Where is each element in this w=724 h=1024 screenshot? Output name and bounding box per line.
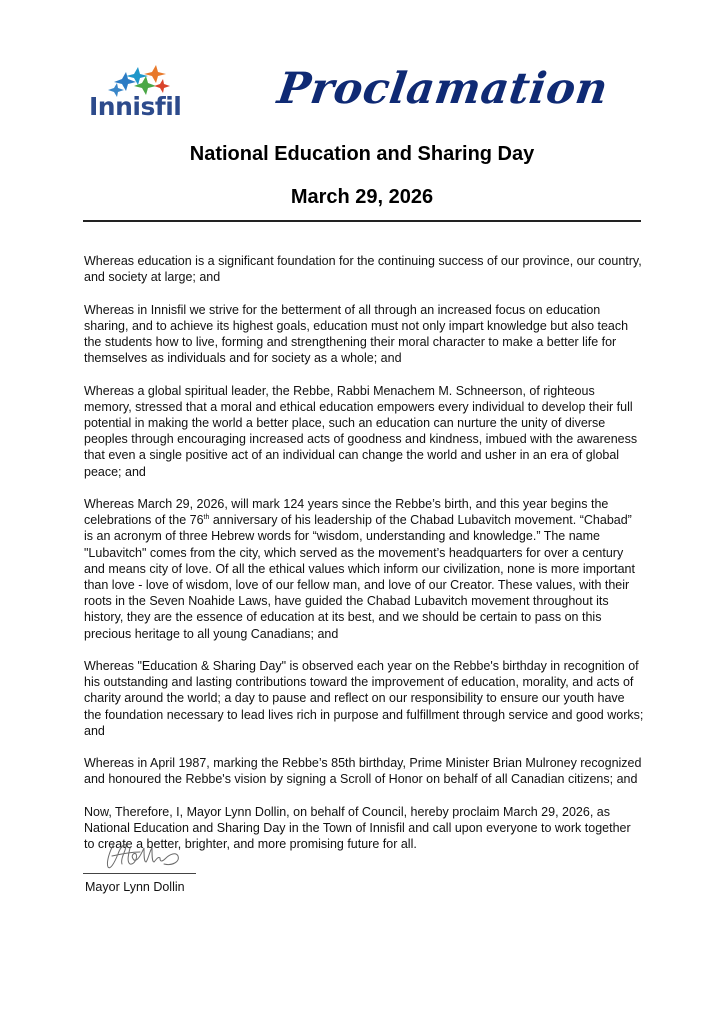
whereas-paragraph-1: Whereas education is a significant foundation for the continuing success of our province, our country, and society at large; and [84, 254, 642, 285]
whereas-paragraph-2: Whereas in Innisfil we strive for the betterment of all through an increased focus on education sharing, and to achieve its highest goals, education must not only impart knowledge but also teach the students how to live, forming and strengthening their moral character to make a better life for themselves as individuals and for society as a whole; and [84, 302, 629, 366]
paragraph-text: anniversary of his leadership of the Chabad Lubavitch movement. “Chabad” is an acronym of three Hebrew words for “wisdom, understanding and knowledge.” The name "Lubavitch" comes from the city, which served as the movement’s headquarters for over a century and means city of love. Of all the ethical values which inform our civilization, none is more important than love - love of wisdom, love of our fellow man, and love of our Creator. These values, with their roots in the Seven Noahide Laws, have guided the Chabad Lubavitch movement throughout its history, they are the essence of education at its best, and we should be certain to pass on this precious heritage to all young Canadians; and [84, 513, 635, 641]
handwritten-signature-icon [100, 840, 182, 872]
paragraph-text: Whereas March 29, 2026, will mark 124 years since the Rebbe’s birth, and this year begins the celebrations of the 76 [84, 497, 609, 528]
whereas-paragraph-3: Whereas a global spiritual leader, the Rebbe, Rabbi Menachem M. Schneerson, of righteous memory, stressed that a moral and ethical education empowers every individual to develop their full potential in making the world a better place, such an education can nurture the unity of diverse peoples through encouraging increased acts of goodness and kindness, imbued with the awareness that even a single positive act of an individual can change the world and usher in an era of global peace; and [84, 383, 638, 479]
whereas-paragraph-4 [84, 496, 644, 642]
proclamation-date: March 29, 2026 [290, 186, 434, 208]
proclamation-heading: National Education and Sharing Day [189, 143, 535, 165]
signatory-name: Mayor Lynn Dollin [85, 880, 185, 894]
proclamation-title: Proclamation [274, 64, 612, 114]
whereas-paragraph-5: Whereas "Education & Sharing Day" is observed each year on the Rebbe's birthday in recognition of his outstanding and lasting contributions toward the improvement of education, morality, and acts of charity around the world; a day to pause and reflect on our responsibility to ensure our youth have the foundation necessary to lead lives rich in purpose and fulfillment through service and good works; and [84, 659, 644, 738]
ordinal-suffix: th [203, 514, 210, 522]
heading-divider [83, 220, 641, 222]
innisfil-logo [86, 62, 196, 124]
signature-line [83, 873, 196, 874]
proclamation-body [84, 253, 644, 869]
logo-wordmark: Innisfil [89, 92, 182, 121]
proclamation-statement: Now, Therefore, I, Mayor Lynn Dollin, on behalf of Council, hereby proclaim March 29, 2026, as National Education and Sharing Day in the Town of Innisfil and call upon everyone to work together to create a better, brighter, and more promising future for all. [84, 804, 631, 852]
whereas-paragraph-6: Whereas in April 1987, marking the Rebbe’s 85th birthday, Prime Minister Brian Mulroney recognized and honoured the Rebbe's vision by signing a Scroll of Honor on behalf of all Canadian citizens; and [84, 756, 642, 787]
